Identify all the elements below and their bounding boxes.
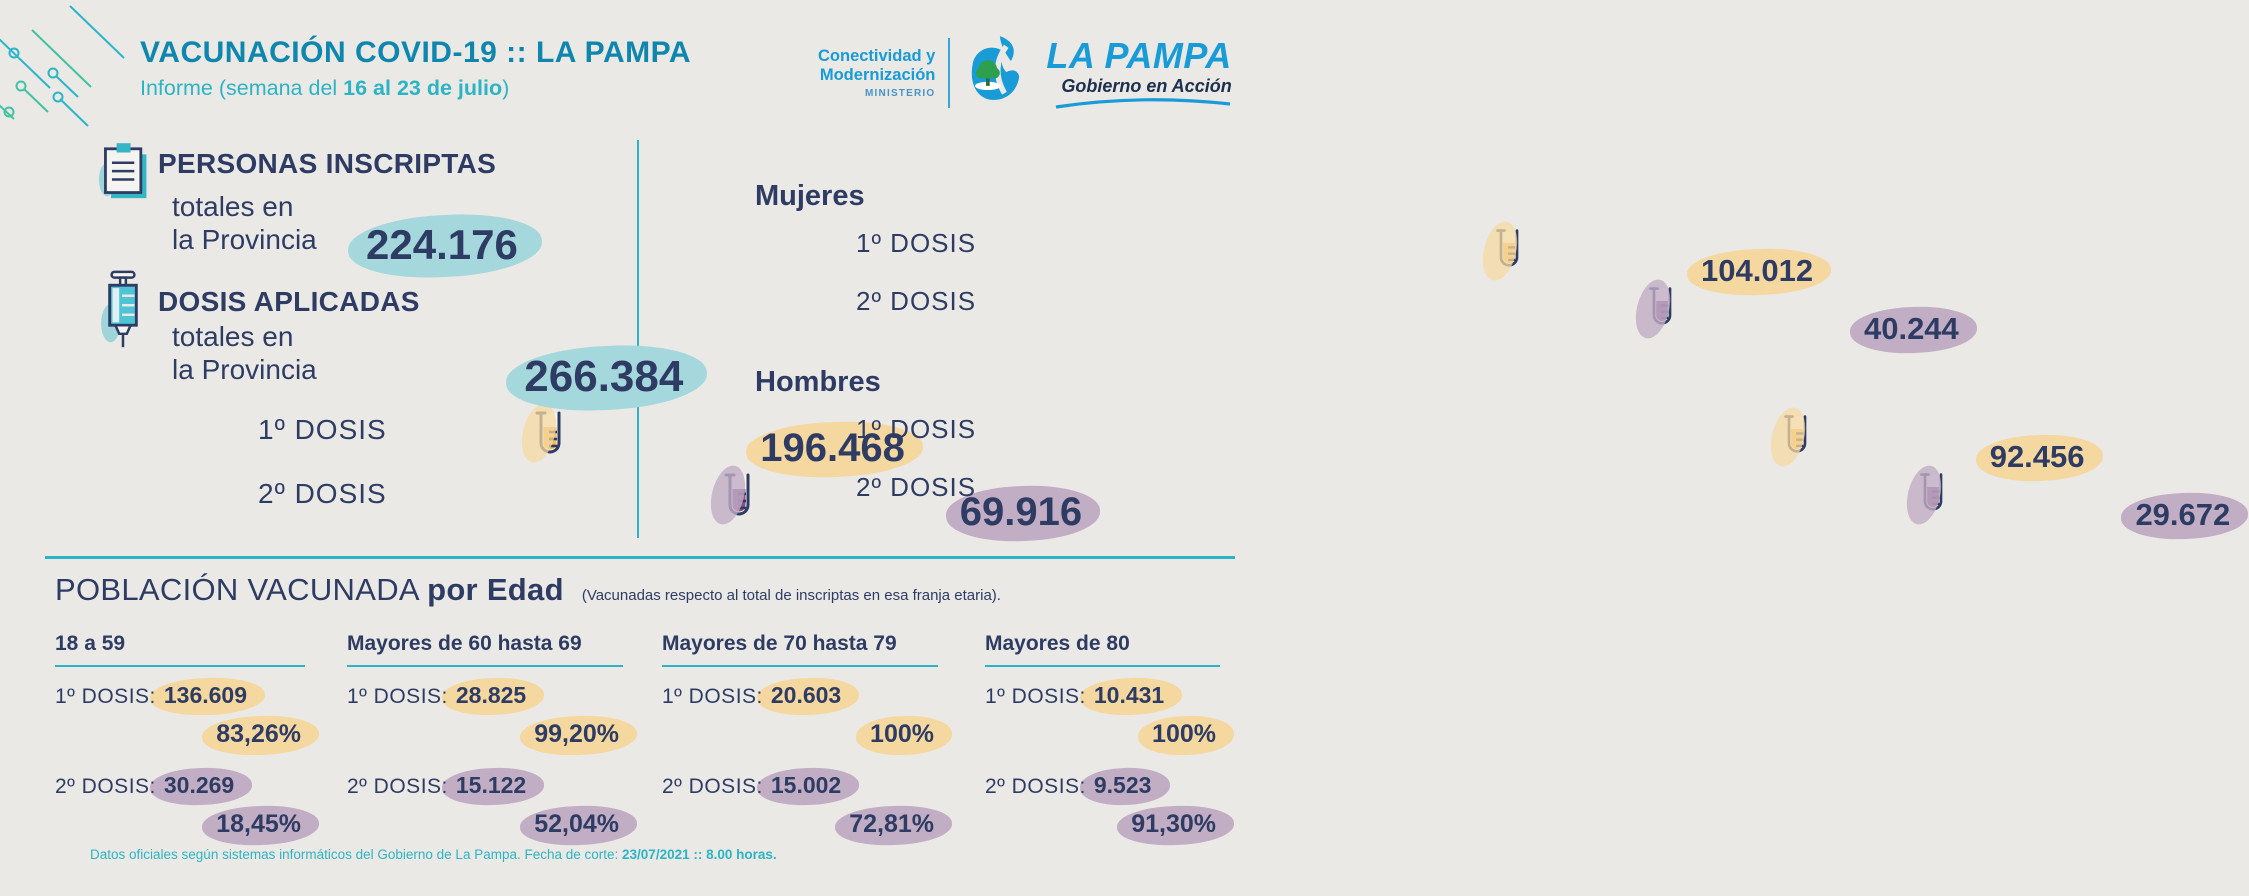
age-dose2-label: 2º DOSIS: (662, 775, 763, 798)
age-dose2-row (662, 772, 938, 799)
dose2-value: 69.916 (959, 490, 1083, 534)
age-dose1-pct-row (347, 720, 623, 749)
subtitle-suffix: ) (502, 76, 510, 100)
mujeres-dose1-label: 1º DOSIS (856, 228, 977, 258)
clipboard-icon (98, 142, 152, 204)
age-dose2-value: 15.122 (455, 772, 527, 798)
age-dose2-pct: 18,45% (216, 810, 301, 838)
age-dose2-pct: 91,30% (1131, 810, 1216, 838)
aplicadas-caption-line2: la Provincia (172, 354, 317, 386)
age-group-70-79 (662, 632, 938, 839)
age-dose1-pct-row (55, 720, 305, 749)
ministry-label (818, 47, 935, 99)
age-group-60-69 (347, 632, 623, 839)
age-dose1-label: 1º DOSIS: (662, 685, 763, 708)
inscriptas-caption (172, 190, 317, 256)
hombres-vial1-icon (1781, 412, 1813, 462)
age-group-label: Mayores de 60 hasta 69 (347, 632, 623, 667)
age-dose2-value: 30.269 (163, 772, 235, 798)
circuit-decoration (0, 0, 150, 150)
age-dose2-row (347, 772, 623, 799)
age-title-bold: por Edad (427, 572, 564, 607)
dose1-value: 196.468 (760, 426, 905, 470)
aplicadas-title: DOSIS APLICADAS (158, 286, 420, 317)
aplicadas-total-value: 266.384 (524, 352, 684, 401)
subtitle-week: 16 al 23 de julio (343, 76, 503, 100)
logo-divider (948, 38, 950, 108)
age-dose1-row (347, 682, 623, 709)
age-dose1-pct: 100% (870, 720, 934, 748)
age-dose2-row (985, 772, 1220, 799)
ministry-line1: Conectividad y (818, 46, 936, 65)
age-dose2-label: 2º DOSIS: (55, 775, 156, 798)
age-dose1-value: 28.825 (455, 682, 527, 708)
mujeres-dose2-value: 40.244 (1863, 311, 1959, 346)
government-logo (818, 34, 1232, 112)
hombres-vial2-icon (1917, 470, 1949, 520)
age-dose2-pct-row (662, 810, 938, 839)
mujeres-vial1-icon (1493, 226, 1525, 276)
mujeres-dose2-label: 2º DOSIS (856, 286, 977, 316)
hombres-title: Hombres (755, 366, 881, 398)
footer-text: Datos oficiales según sistemas informáticos del Gobierno de La Pampa. Fecha de corte: (90, 847, 623, 862)
age-dose1-row (55, 682, 305, 709)
hombres-dose2-label: 2º DOSIS (856, 472, 977, 502)
page-title: VACUNACIÓN COVID-19 :: LA PAMPA (140, 36, 692, 69)
age-dose1-pct-row (985, 720, 1220, 749)
subtitle-prefix: Informe (semana del (140, 76, 344, 100)
age-dose2-pct-row (985, 810, 1220, 839)
age-dose2-value: 15.002 (770, 772, 842, 798)
age-dose2-pct: 52,04% (534, 810, 619, 838)
brand-name: LA PAMPA (1046, 34, 1232, 76)
age-dose2-row (55, 772, 305, 799)
brand-slogan: Gobierno en Acción (1061, 75, 1232, 96)
vial-dose1-icon (532, 408, 568, 464)
age-dose2-label: 2º DOSIS: (985, 775, 1086, 798)
age-dose1-label: 1º DOSIS: (347, 685, 448, 708)
data-source-note (90, 847, 777, 862)
age-dose1-value: 20.603 (770, 682, 842, 708)
age-title-text (55, 572, 564, 608)
age-dose1-label: 1º DOSIS: (55, 685, 156, 708)
ministry-line3: MINISTERIO (865, 87, 936, 99)
hombres-dose1-value: 92.456 (1989, 439, 2085, 474)
hombres-dose1-label: 1º DOSIS (856, 414, 977, 444)
syringe-icon (100, 270, 146, 350)
age-title-note: (Vacunadas respecto al total de inscriptas en esa franja etaria). (581, 587, 1001, 604)
age-dose1-pct: 100% (1152, 720, 1216, 748)
ministry-line2: Modernización (819, 65, 936, 84)
age-dose2-pct: 72,81% (849, 810, 934, 838)
age-dose1-row (662, 682, 938, 709)
age-dose2-value: 9.523 (1093, 772, 1152, 798)
age-section-title (55, 572, 1001, 608)
page-subtitle (140, 76, 509, 101)
age-dose1-row (985, 682, 1220, 709)
age-dose1-pct: 83,26% (216, 720, 301, 748)
vial-dose2-icon (721, 470, 757, 526)
age-dose1-value: 136.609 (163, 682, 248, 708)
mujeres-vial2-icon (1646, 284, 1678, 334)
hombres-dose2-value: 29.672 (2135, 497, 2231, 532)
age-group-label: Mayores de 70 hasta 79 (662, 632, 938, 667)
aplicadas-caption-line1: totales en (172, 321, 294, 352)
age-dose1-label: 1º DOSIS: (985, 685, 1086, 708)
vertical-divider (637, 140, 639, 538)
inscriptas-total-value: 224.176 (366, 221, 518, 268)
footer-cutoff-date: 23/07/2021 :: 8.00 horas. (622, 847, 777, 862)
age-group-label: Mayores de 80 (985, 632, 1220, 667)
age-dose1-pct-row (662, 720, 938, 749)
horizontal-divider (45, 556, 1235, 559)
age-group-80-plus (985, 632, 1220, 839)
la-pampa-map-icon (963, 34, 1033, 112)
brand-block (1046, 34, 1232, 109)
brand-swoosh (1054, 97, 1232, 109)
age-title-main: POBLACIÓN VACUNADA (55, 572, 419, 607)
age-group-label: 18 a 59 (55, 632, 305, 667)
inscriptas-caption-line1: totales en (172, 191, 294, 222)
age-dose1-value: 10.431 (1093, 682, 1165, 708)
inscriptas-title: PERSONAS INSCRIPTAS (158, 148, 497, 179)
age-dose1-pct: 99,20% (534, 720, 619, 748)
age-dose2-pct-row (347, 810, 623, 839)
mujeres-title: Mujeres (755, 180, 865, 212)
dose1-label: 1º DOSIS (258, 414, 387, 445)
age-dose2-pct-row (55, 810, 305, 839)
age-group-18-59 (55, 632, 305, 839)
mujeres-dose1-value: 104.012 (1701, 253, 1814, 288)
dose2-label: 2º DOSIS (258, 478, 387, 509)
age-dose2-label: 2º DOSIS: (347, 775, 448, 798)
aplicadas-caption (172, 320, 317, 386)
inscriptas-caption-line2: la Provincia (172, 224, 317, 256)
